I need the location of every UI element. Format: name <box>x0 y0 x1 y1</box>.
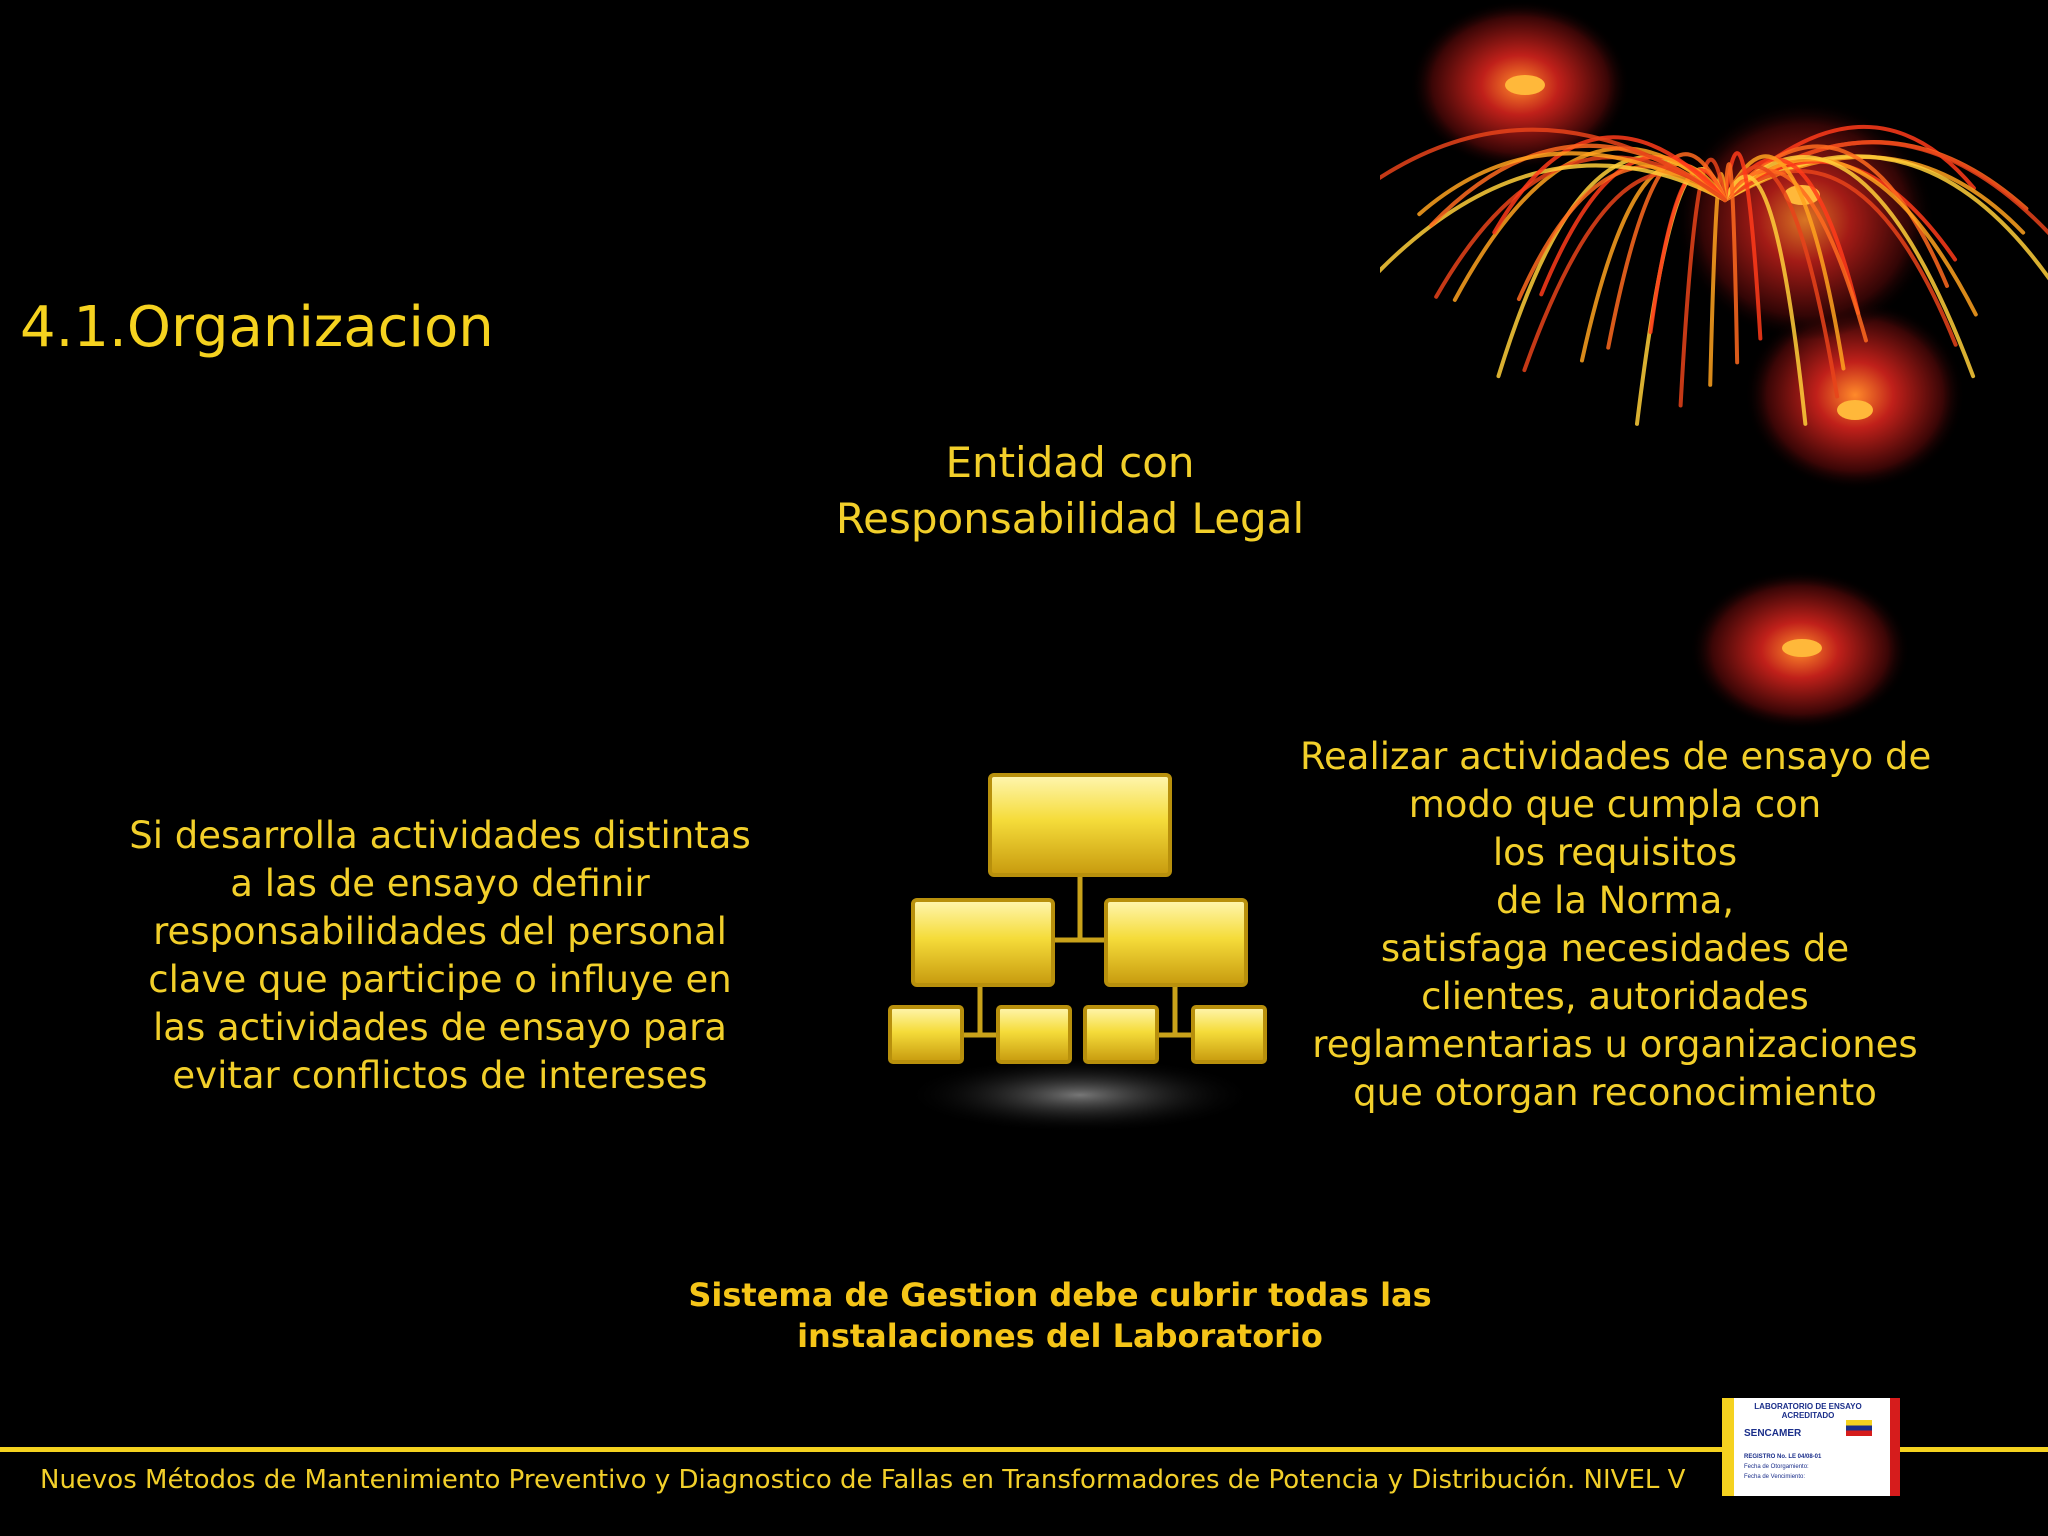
right-line: que otorgan reconocimiento <box>1353 1071 1877 1114</box>
left-line: evitar conflictos de intereses <box>172 1054 708 1097</box>
bottom-note-line: Sistema de Gestion debe cubrir todas las <box>688 1276 1432 1314</box>
right-line: modo que cumpla con <box>1408 783 1822 826</box>
org-chart-icon <box>880 765 1280 1135</box>
footer-text: Nuevos Métodos de Mantenimiento Preventivo y Diagnostico de Fallas en Transformadores de Potencia y Distribución. NIVEL V <box>40 1465 1686 1495</box>
cert-header: LABORATORIO DE ENSAYO ACREDITADO <box>1754 1402 1862 1420</box>
left-paragraph <box>100 812 780 1100</box>
cert-org: SENCAMER <box>1744 1428 1802 1439</box>
right-line: satisfaga necesidades de <box>1380 927 1850 970</box>
cert-otorgamiento: Fecha de Otorgamiento: <box>1744 1464 1809 1470</box>
entity-line: Entidad con <box>945 438 1195 487</box>
entity-line: Responsabilidad Legal <box>835 494 1305 543</box>
right-line: reglamentarias u organizaciones <box>1312 1023 1918 1066</box>
right-line: de la Norma, <box>1495 879 1735 922</box>
left-line: a las de ensayo definir <box>230 862 650 905</box>
right-line: Realizar actividades de ensayo de <box>1300 735 1932 778</box>
left-line: las actividades de ensayo para <box>153 1006 727 1049</box>
right-line: los requisitos <box>1492 831 1738 874</box>
bottom-note <box>560 1275 1560 1357</box>
fireworks-decoration <box>1380 0 2048 740</box>
accreditation-badge <box>1722 1398 1900 1496</box>
flag-icon <box>1846 1420 1872 1436</box>
bottom-note-line: instalaciones del Laboratorio <box>797 1317 1323 1355</box>
cert-registro: REGISTRO No. LE 04/08-01 <box>1744 1454 1822 1460</box>
left-line: responsabilidades del personal <box>153 910 727 953</box>
right-line: clientes, autoridades <box>1421 975 1809 1018</box>
left-line: clave que participe o influye en <box>148 958 732 1001</box>
entity-heading <box>760 435 1380 547</box>
slide-title: 4.1.Organizacion <box>20 295 494 360</box>
left-line: Si desarrolla actividades distintas <box>129 814 751 857</box>
cert-vencimiento: Fecha de Vencimiento: <box>1744 1474 1806 1480</box>
right-paragraph <box>1300 733 1930 1117</box>
